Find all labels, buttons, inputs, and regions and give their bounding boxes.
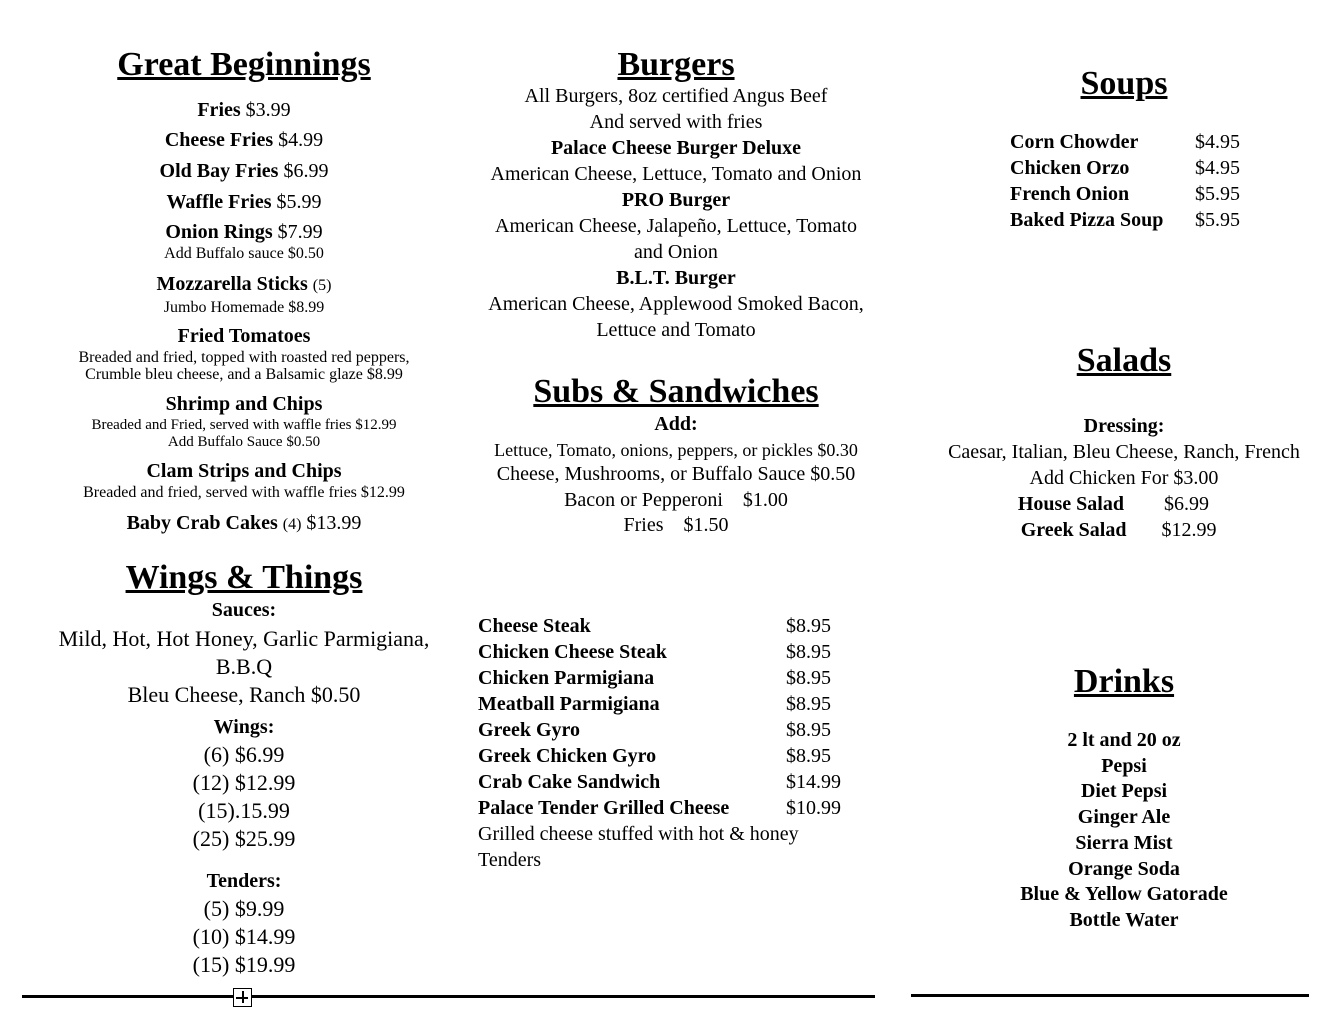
salads-title: Salads (1076, 342, 1172, 379)
item-note: Jumbo Homemade $8.99 (163, 299, 325, 316)
burgers-intro: All Burgers, 8oz certified Angus Beef (524, 85, 828, 107)
item-note: American Cheese, Applewood Smoked Bacon, (488, 293, 864, 315)
sub-name: Meatball Parmigiana (478, 693, 660, 715)
soup-price: $4.95 (1195, 131, 1240, 153)
salads-details (924, 413, 1324, 543)
item-note: Tenders (478, 849, 542, 871)
dressing-list: Caesar, Italian, Bleu Cheese, Ranch, French (948, 441, 1300, 463)
soups-list (1010, 129, 1310, 233)
sub-price: $8.95 (786, 693, 831, 715)
sub-price: $8.95 (786, 667, 831, 689)
wings-price: (15).15.99 (198, 798, 290, 823)
sub-name: Crab Cake Sandwich (478, 771, 661, 793)
sub-price: $10.99 (786, 797, 841, 819)
drink-item: Sierra Mist (1075, 831, 1173, 854)
table-row (478, 613, 878, 639)
wings-label: Wings: (213, 716, 275, 738)
tenders-price: (15) $19.99 (192, 952, 296, 977)
sauces-extra: Bleu Cheese, Ranch $0.50 (127, 682, 361, 707)
sub-name: Chicken Parmigiana (478, 667, 655, 689)
great-beginnings-section (44, 46, 444, 84)
sub-name: Cheese Steak (478, 615, 591, 637)
item-note: Crumble bleu cheese, and a Balsamic glaze $8.99 (85, 366, 403, 383)
drinks-list (924, 728, 1324, 934)
drinks-title: Drinks (1073, 663, 1175, 700)
sub-price: $8.95 (786, 719, 831, 741)
add-option: Bacon or Pepperoni $1.00 (564, 489, 788, 511)
drink-item: Pepsi (1101, 754, 1147, 777)
menu-item: Shrimp and Chips (165, 393, 323, 415)
item-note: Breaded and fried, topped with roasted red peppers, (78, 349, 410, 366)
wings-section (44, 559, 444, 979)
table-row (478, 769, 878, 795)
menu-item: B.L.T. Burger (616, 267, 736, 289)
menu-item: PRO Burger (621, 189, 731, 211)
drink-item: Bottle Water (1069, 908, 1179, 931)
menu-item: Old Bay Fries $6.99 (159, 160, 329, 182)
sub-name: Chicken Cheese Steak (478, 641, 667, 663)
menu-item: Palace Cheese Burger Deluxe (550, 137, 802, 159)
sauces-list: Mild, Hot, Hot Honey, Garlic Parmigiana, (58, 626, 430, 651)
menu-item: Onion Rings $7.99 (165, 221, 323, 243)
item-note: and Onion (634, 241, 718, 263)
divider-line (911, 994, 1309, 997)
add-option: Lettuce, Tomato, onions, peppers, or pickles $0.30 (494, 440, 858, 460)
burgers-intro: And served with fries (589, 111, 763, 133)
menu-item: House Salad $6.99 (1017, 493, 1209, 515)
tenders-label: Tenders: (206, 870, 282, 892)
menu-item: Fries $3.99 (197, 99, 291, 121)
burgers-section (476, 46, 876, 343)
soup-name: Baked Pizza Soup (1010, 209, 1164, 231)
soup-name: Corn Chowder (1010, 131, 1139, 153)
sub-name: Greek Chicken Gyro (478, 745, 657, 767)
drinks-section (924, 663, 1324, 701)
soup-price: $5.95 (1195, 209, 1240, 231)
table-row (478, 665, 878, 691)
table-row (478, 743, 878, 769)
wings-price: (25) $25.99 (192, 826, 296, 851)
add-option: Cheese, Mushrooms, or Buffalo Sauce $0.50 (496, 463, 856, 485)
table-move-handle-icon[interactable] (233, 988, 252, 1007)
soup-price: $5.95 (1195, 183, 1240, 205)
table-row (478, 691, 878, 717)
sub-name: Palace Tender Grilled Cheese (478, 797, 730, 819)
menu-item: Cheese Fries $4.99 (164, 129, 324, 151)
add-label: Add: (654, 413, 698, 435)
divider-line (22, 995, 875, 998)
soup-name: Chicken Orzo (1010, 157, 1130, 179)
table-row (478, 717, 878, 743)
menu-item: Greek Salad $12.99 (1020, 519, 1217, 541)
drink-item: Diet Pepsi (1080, 780, 1168, 803)
soup-name: French Onion (1010, 183, 1130, 205)
burgers-title: Burgers (617, 46, 735, 83)
sub-name: Greek Gyro (478, 719, 581, 741)
drink-item: Blue & Yellow Gatorade (1020, 883, 1228, 906)
menu-item: Waffle Fries $5.99 (166, 191, 322, 213)
wings-title: Wings & Things (125, 559, 363, 596)
sub-price: $14.99 (786, 771, 841, 793)
great-beginnings-title: Great Beginnings (117, 46, 371, 83)
salads-section (924, 342, 1324, 380)
tenders-price: (5) $9.99 (203, 896, 285, 921)
menu-item: Clam Strips and Chips (146, 460, 342, 482)
sauces-label: Sauces: (211, 599, 277, 621)
menu-item: Fried Tomatoes (177, 325, 311, 347)
table-row (478, 795, 878, 821)
soups-title: Soups (1080, 65, 1168, 102)
subs-title: Subs & Sandwiches (533, 373, 819, 410)
drink-item: Orange Soda (1068, 857, 1180, 880)
menu-item: Mozzarella Sticks (5) (156, 273, 332, 295)
item-note: Grilled cheese stuffed with hot & honey (478, 823, 799, 845)
table-row (478, 639, 878, 665)
sauces-list: B.B.Q (215, 654, 273, 679)
tenders-price: (10) $14.99 (192, 924, 296, 949)
item-note: Add Buffalo Sauce $0.50 (167, 434, 321, 450)
subs-list (478, 613, 878, 873)
table-row (1010, 155, 1310, 181)
item-note: Add Buffalo sauce $0.50 (164, 245, 324, 262)
add-option: Fries $1.50 (623, 514, 729, 536)
wings-price: (12) $12.99 (192, 770, 296, 795)
item-note: Breaded and Fried, served with waffle fries $12.99 (91, 417, 397, 433)
sub-price: $8.95 (786, 745, 831, 767)
wings-price: (6) $6.99 (203, 742, 285, 767)
drink-item: Ginger Ale (1077, 806, 1171, 829)
soup-price: $4.95 (1195, 157, 1240, 179)
sub-price: $8.95 (786, 615, 831, 637)
menu-item: Baby Crab Cakes (4) $13.99 (126, 512, 362, 534)
item-note: American Cheese, Lettuce, Tomato and Onion (490, 163, 862, 185)
item-note: Lettuce and Tomato (596, 319, 756, 341)
drink-item: 2 lt and 20 oz (1067, 729, 1181, 751)
table-row (1010, 207, 1310, 233)
table-row (1010, 181, 1310, 207)
table-row (1010, 129, 1310, 155)
subs-section (476, 373, 876, 537)
soups-section (924, 65, 1324, 103)
sub-price: $8.95 (786, 641, 831, 663)
add-chicken: Add Chicken For $3.00 (1029, 467, 1219, 489)
great-beginnings-items (44, 97, 444, 538)
dressing-label: Dressing: (1083, 415, 1165, 437)
item-note: American Cheese, Jalapeño, Lettuce, Tomato (495, 215, 857, 237)
item-note: Breaded and fried, served with waffle fries $12.99 (83, 484, 405, 501)
